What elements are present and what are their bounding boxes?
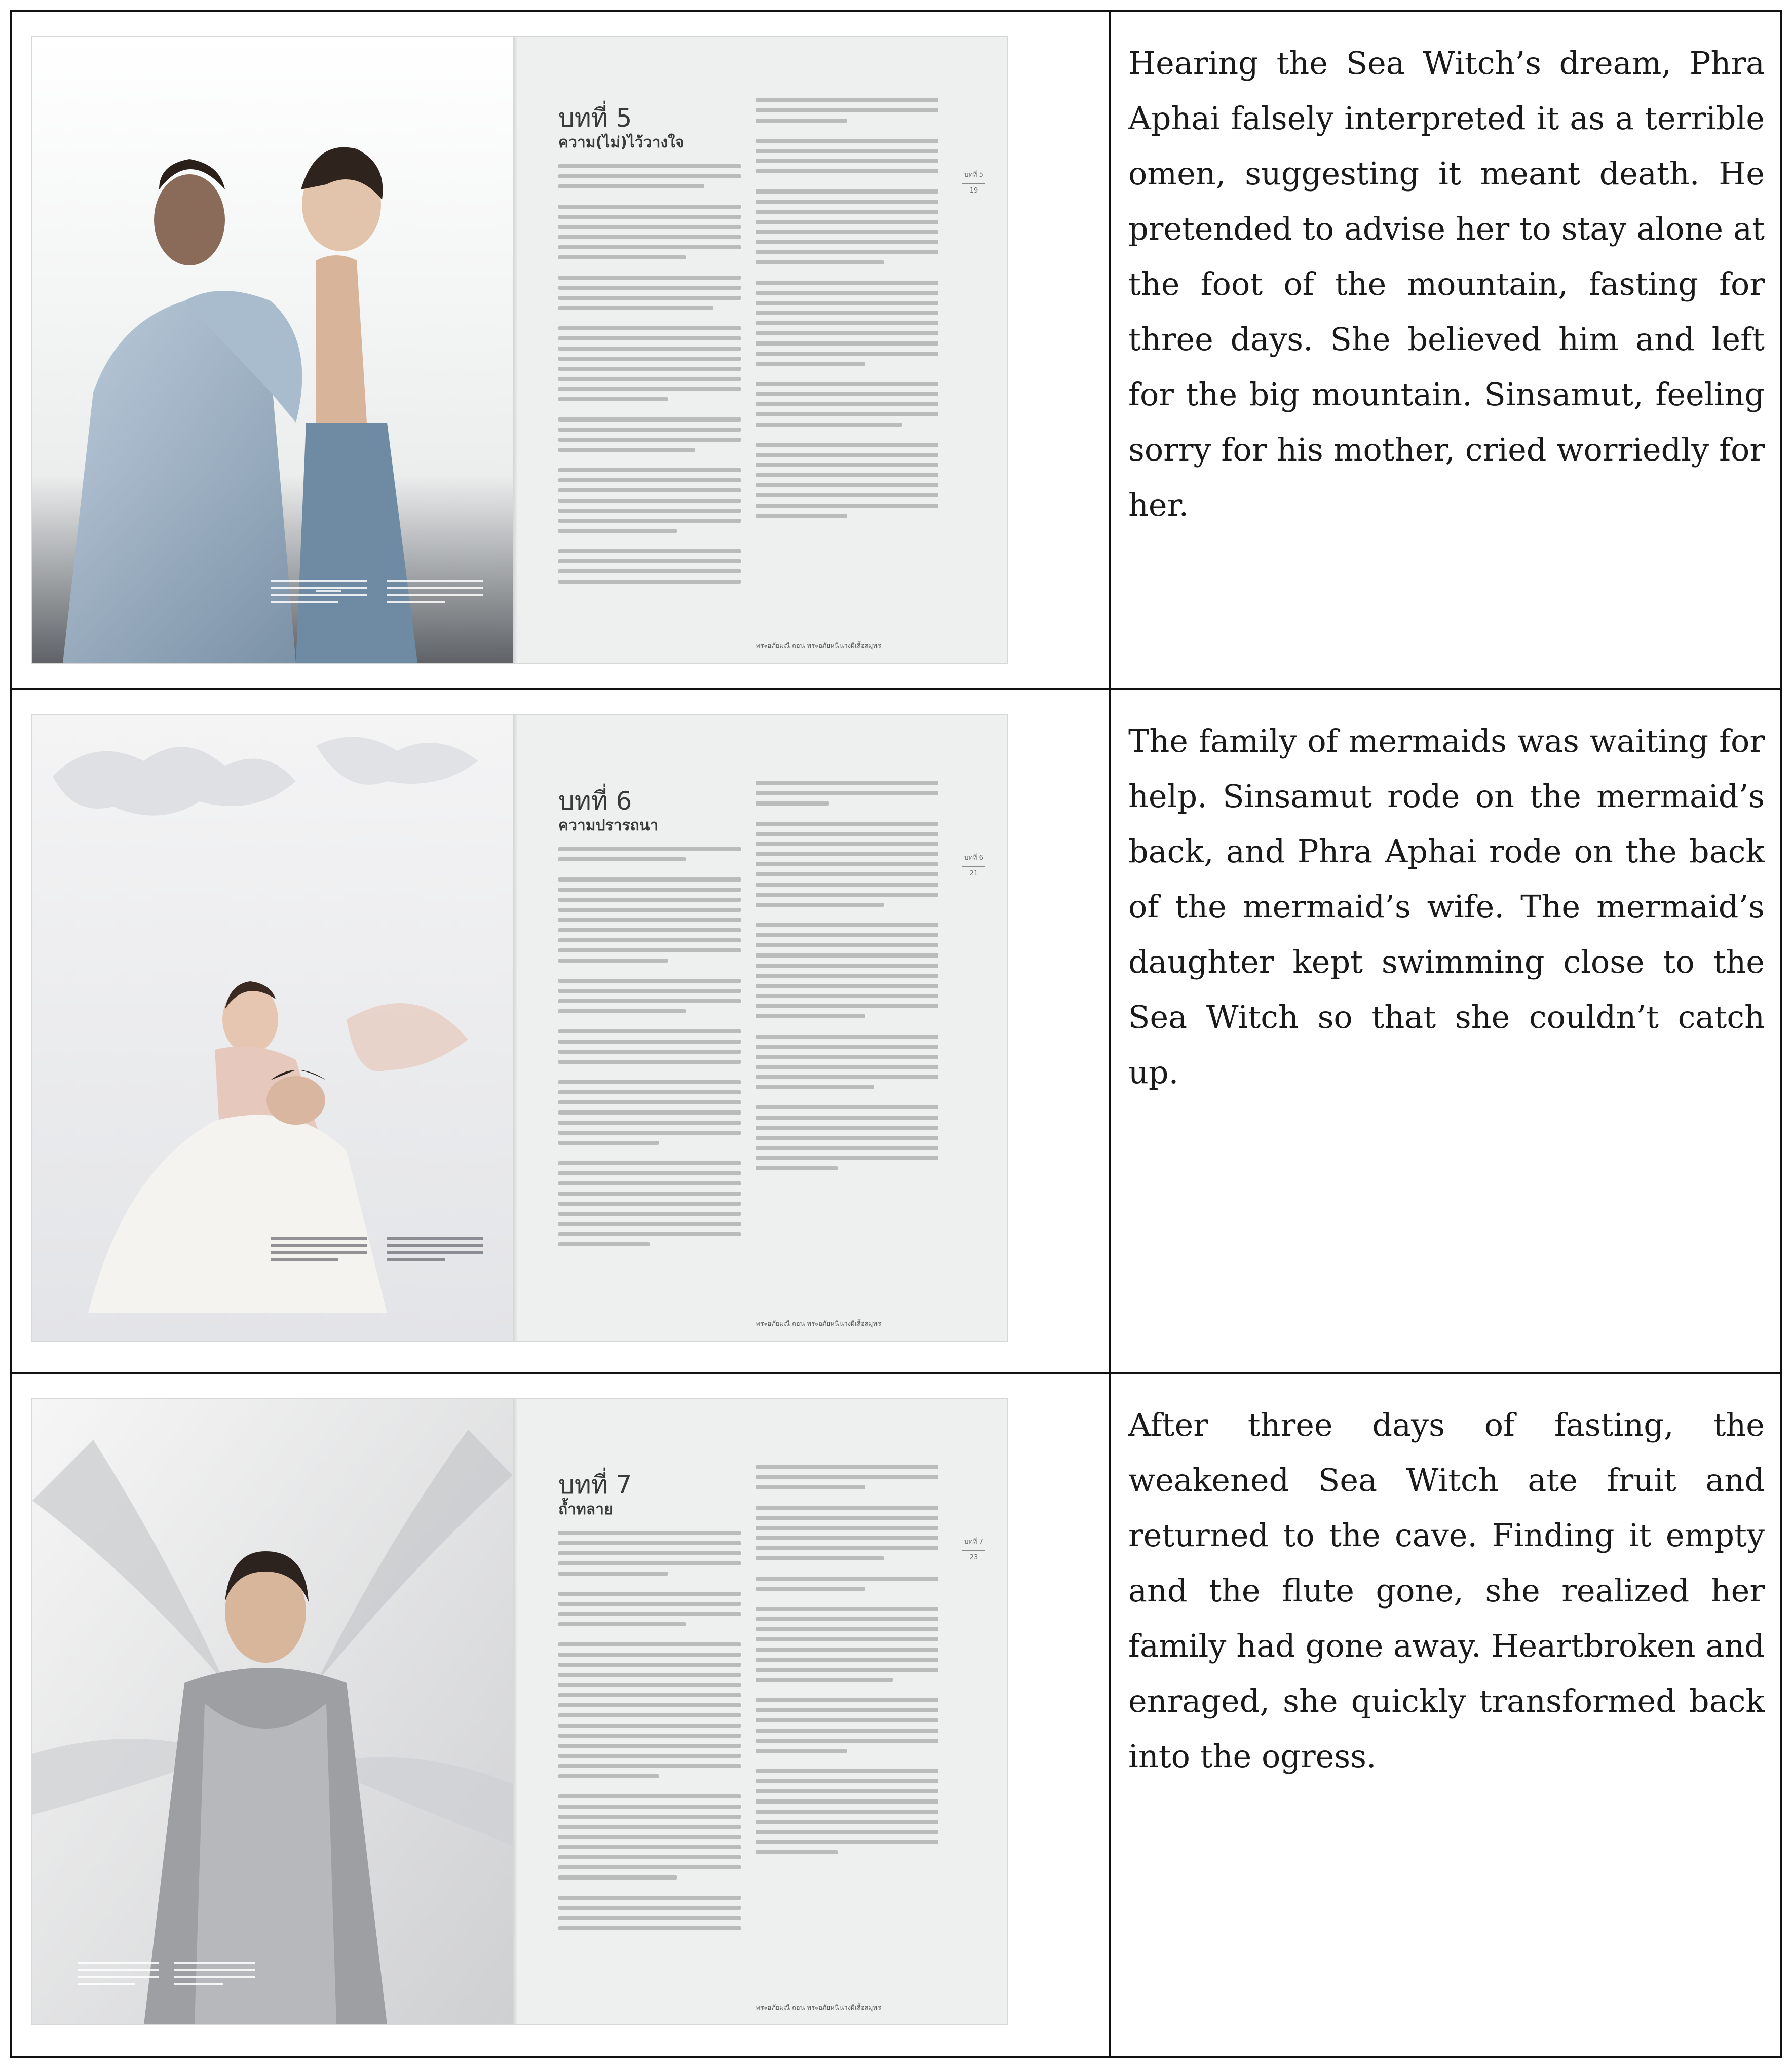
- text-page-1: [513, 37, 1007, 663]
- magazine-spread-2: [32, 715, 1007, 1341]
- description-cell-1: [1111, 12, 1780, 688]
- text-page-3: [513, 1399, 1007, 2024]
- text-column-left: [558, 847, 741, 1252]
- mother-and-child-photo: [32, 37, 513, 663]
- description-text: The family of mermaids was waiting for help. Sinsamut rode on the mermaid’s back, and Phra Aphai rode on the back of the mermaid’s wife. The mermaid’s daughter kept swimming close to the Sea Witch so that she couldn’t catch up.: [1128, 722, 1765, 1091]
- chapter-title: บทที่ 5: [558, 103, 632, 133]
- magazine-spread-1: [32, 37, 1007, 663]
- photo-caption-2b: [387, 1237, 483, 1266]
- chapter-subtitle: ถ้ำทลาย: [558, 1501, 613, 1518]
- page-footer: พระอภัยมณี ตอน พระอภัยหนีนางผีเสื้อสมุทร: [756, 2004, 881, 2012]
- page-footer: พระอภัยมณี ตอน พระอภัยหนีนางผีเสื้อสมุทร: [756, 642, 881, 650]
- table-row-1: [12, 12, 1780, 688]
- chapter-subtitle: ความปรารถนา: [558, 817, 659, 834]
- text-column-left: [558, 164, 741, 590]
- description-text: After three days of fasting, the weakened Sea Witch ate fruit and returned to the cave. Finding it empty and the flute gone, she realized her family had gone away. Heartbroken and enraged, she quickly transformed back into the ogress.: [1128, 1406, 1765, 1775]
- side-chapter-marker: บทที่ 5 19: [959, 169, 989, 195]
- magazine-spread-cell-2: [12, 690, 1109, 1372]
- magazine-spread-cell-3: [12, 1374, 1109, 2058]
- photo-caption-3a: [78, 1962, 159, 1990]
- text-column-left: [558, 1531, 741, 1936]
- sea-witch-photo: [32, 1399, 513, 2024]
- side-chapter-marker: บทที่ 6 21: [959, 852, 989, 877]
- magazine-spread-3: [32, 1399, 1007, 2024]
- table-row-2: [12, 690, 1780, 1372]
- photo-caption-1b: [387, 580, 483, 608]
- side-chapter-marker: บทที่ 7 23: [959, 1536, 989, 1561]
- photo-caption-2a: [271, 1237, 367, 1266]
- chapter-title: บทที่ 6: [558, 786, 632, 816]
- description-cell-3: [1111, 1374, 1780, 2058]
- description-cell-2: [1111, 690, 1780, 1372]
- photo-caption-3b: [174, 1962, 255, 1990]
- content-table: [10, 10, 1782, 2058]
- table-row-3: [12, 1374, 1780, 2058]
- photo-caption-1a: [271, 580, 367, 608]
- chapter-title: บทที่ 7: [558, 1470, 632, 1500]
- text-page-2: [513, 715, 1007, 1341]
- text-column-right: [756, 98, 938, 524]
- text-column-right: [756, 1465, 938, 1860]
- description-text: Hearing the Sea Witch’s dream, Phra Aphai falsely interpreted it as a terrible omen, suggesting it meant death. He pretended to advise her to stay alone at the foot of the mountain, fasting for three days. She believed him and left for the big mountain. Sinsamut, feeling sorry for his mother, cried worriedly for her.: [1128, 45, 1765, 523]
- page-footer: พระอภัยมณี ตอน พระอภัยหนีนางผีเสื้อสมุทร: [756, 1320, 881, 1328]
- text-column-right: [756, 781, 938, 1176]
- magazine-spread-cell-1: [12, 12, 1109, 688]
- chapter-subtitle: ความ(ไม่)ไว้วางใจ: [558, 134, 684, 151]
